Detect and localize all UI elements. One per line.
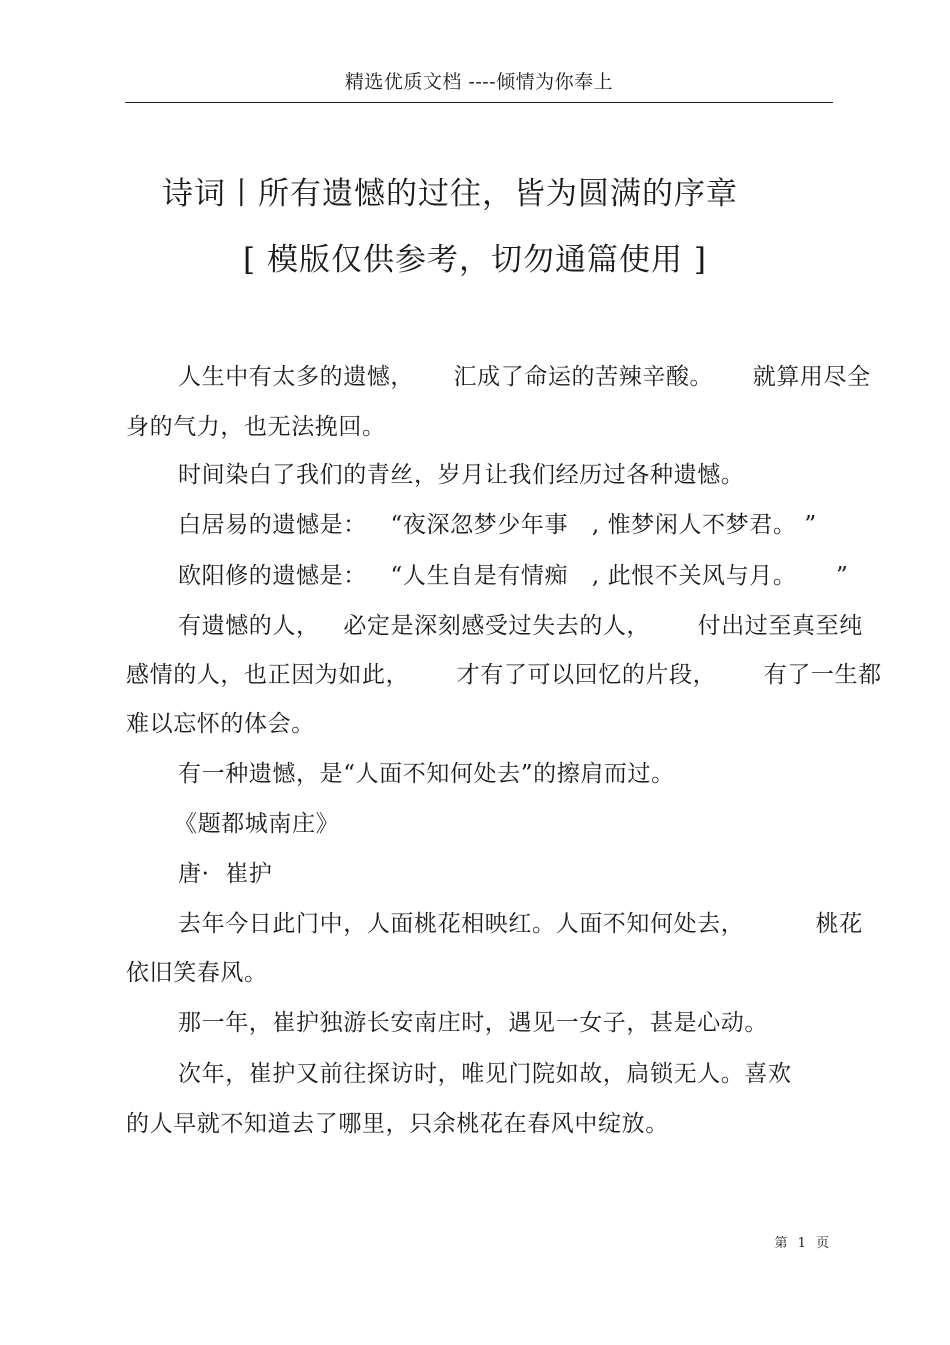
paragraph-line: 那一年，崔护独游长安南庄时，遇见一女子，甚是心动。: [178, 1010, 768, 1036]
paragraph-line: 感情的人，也正因为如此， 才有了可以回忆的片段， 有了一生都: [126, 662, 882, 688]
paragraph-line: 欧阳修的遗憾是： “人生自是有情痴 , 此恨不关风与月。 ”: [178, 563, 849, 589]
paragraph-line: 去年今日此门中，人面桃花相映红。人面不知何处去， 桃花: [178, 911, 863, 937]
page-number: 第 1 页: [774, 1236, 832, 1251]
paragraph-line: 白居易的遗憾是： “夜深忽梦少年事 , 惟梦闲人不梦君。 ”: [178, 512, 817, 538]
paragraph-line: 依旧笑春风。: [126, 960, 268, 986]
paragraph-line: 的人早就不知道去了哪里，只余桃花在春风中绽放。: [126, 1111, 669, 1137]
paragraph-line: 唐· 崔护: [178, 861, 273, 887]
body-text: [126, 0, 882, 1137]
paragraph-line: 人生中有太多的遗憾， 汇成了命运的苦辣辛酸。 就算用尽全: [178, 364, 871, 390]
paragraph-line: 次年，崔护又前往探访时，唯见门院如故，扃锁无人。喜欢: [178, 1061, 792, 1087]
document-title: 诗词丨所有遗憾的过往，皆为圆满的序章: [162, 176, 738, 212]
header-text: 精选优质文档 ----倾情为你奉上: [344, 71, 614, 93]
paragraph-line: 有一种遗憾，是“人面不知何处去”的擦肩而过。: [178, 761, 675, 787]
paragraph-line: 难以忘怀的体会。: [126, 711, 315, 737]
paragraph-line: 《题都城南庄》: [174, 811, 340, 837]
paragraph-line: 时间染白了我们的青丝，岁月让我们经历过各种遗憾。: [178, 462, 745, 488]
paragraph-line: 身的气力，也无法挽回。: [126, 414, 386, 440]
paragraph-line: 有遗憾的人， 必定是深刻感受过失去的人， 付出过至真至纯: [178, 613, 863, 639]
document-subtitle: [ 模版仅供参考，切勿通篇使用 ]: [243, 242, 707, 278]
